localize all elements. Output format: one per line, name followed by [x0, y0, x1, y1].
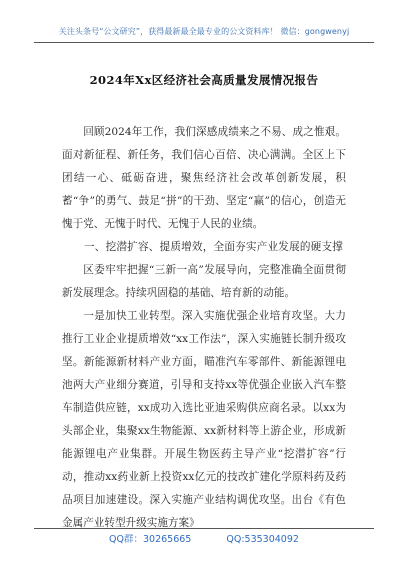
footer: [0, 531, 408, 545]
document-body: [62, 121, 346, 535]
header-rule: [34, 42, 374, 43]
paragraph: 区委牢牢把握“三新一高”发展导向，完整准确全面贯彻新发展理念。持续巩固稳的基础、培育新的动能。: [62, 264, 346, 299]
footer-rule: [34, 528, 374, 529]
header-banner: 关注头条号“公文研究”，获得最新最全最专业的公文资料库！ 微信：gongwenyj: [58, 27, 350, 36]
paragraph: 一是加快工业转型。深入实施优强企业培育攻坚。大力推行工业企业提质增效“xx工作法”，深入实施链长制升级攻坚。新能源新材料产业方面，瞄准汽车零部件、新能源锂电池两大产业细分赛道，引导和支持xx等优强企业嵌入汽车整车制造供应链，xx成功入选比亚迪采购供应商名录。以xx为头部企业，集聚xx生物能源、xx新材料等上游企业，形成新能源锂电产业集群。开展生物医药主导产业“挖潜扩容”行动，推动xx药业新上投资xx亿元的技改扩建化学原料药及药品项目加速建设。深入实施产业结构调优攻坚。出台《有色金属产业转型升级实施方案》: [62, 310, 346, 529]
qq-group-text: QQ群：30265665: [109, 534, 192, 545]
paragraph: 回顾2024年工作，我们深感成绩来之不易、成之惟艰。面对新征程、新任务，我们信心百倍、决心满满。全区上下团结一心、砥砺奋进，聚焦经济社会改革创新发展，积蓄“争”的勇气、鼓足“拼”的干劲、坚定“赢”的信心，创造无愧于党、无愧于时代、无愧于人民的业绩。: [62, 126, 346, 230]
document-title: 2024年Xx区经济社会高质量发展情况报告: [89, 73, 319, 87]
qq-contact-text: QQ:535304092: [226, 534, 299, 545]
section-heading: 一、挖潜扩容、提质增效，全面夯实产业发展的硬支撑: [84, 241, 344, 253]
